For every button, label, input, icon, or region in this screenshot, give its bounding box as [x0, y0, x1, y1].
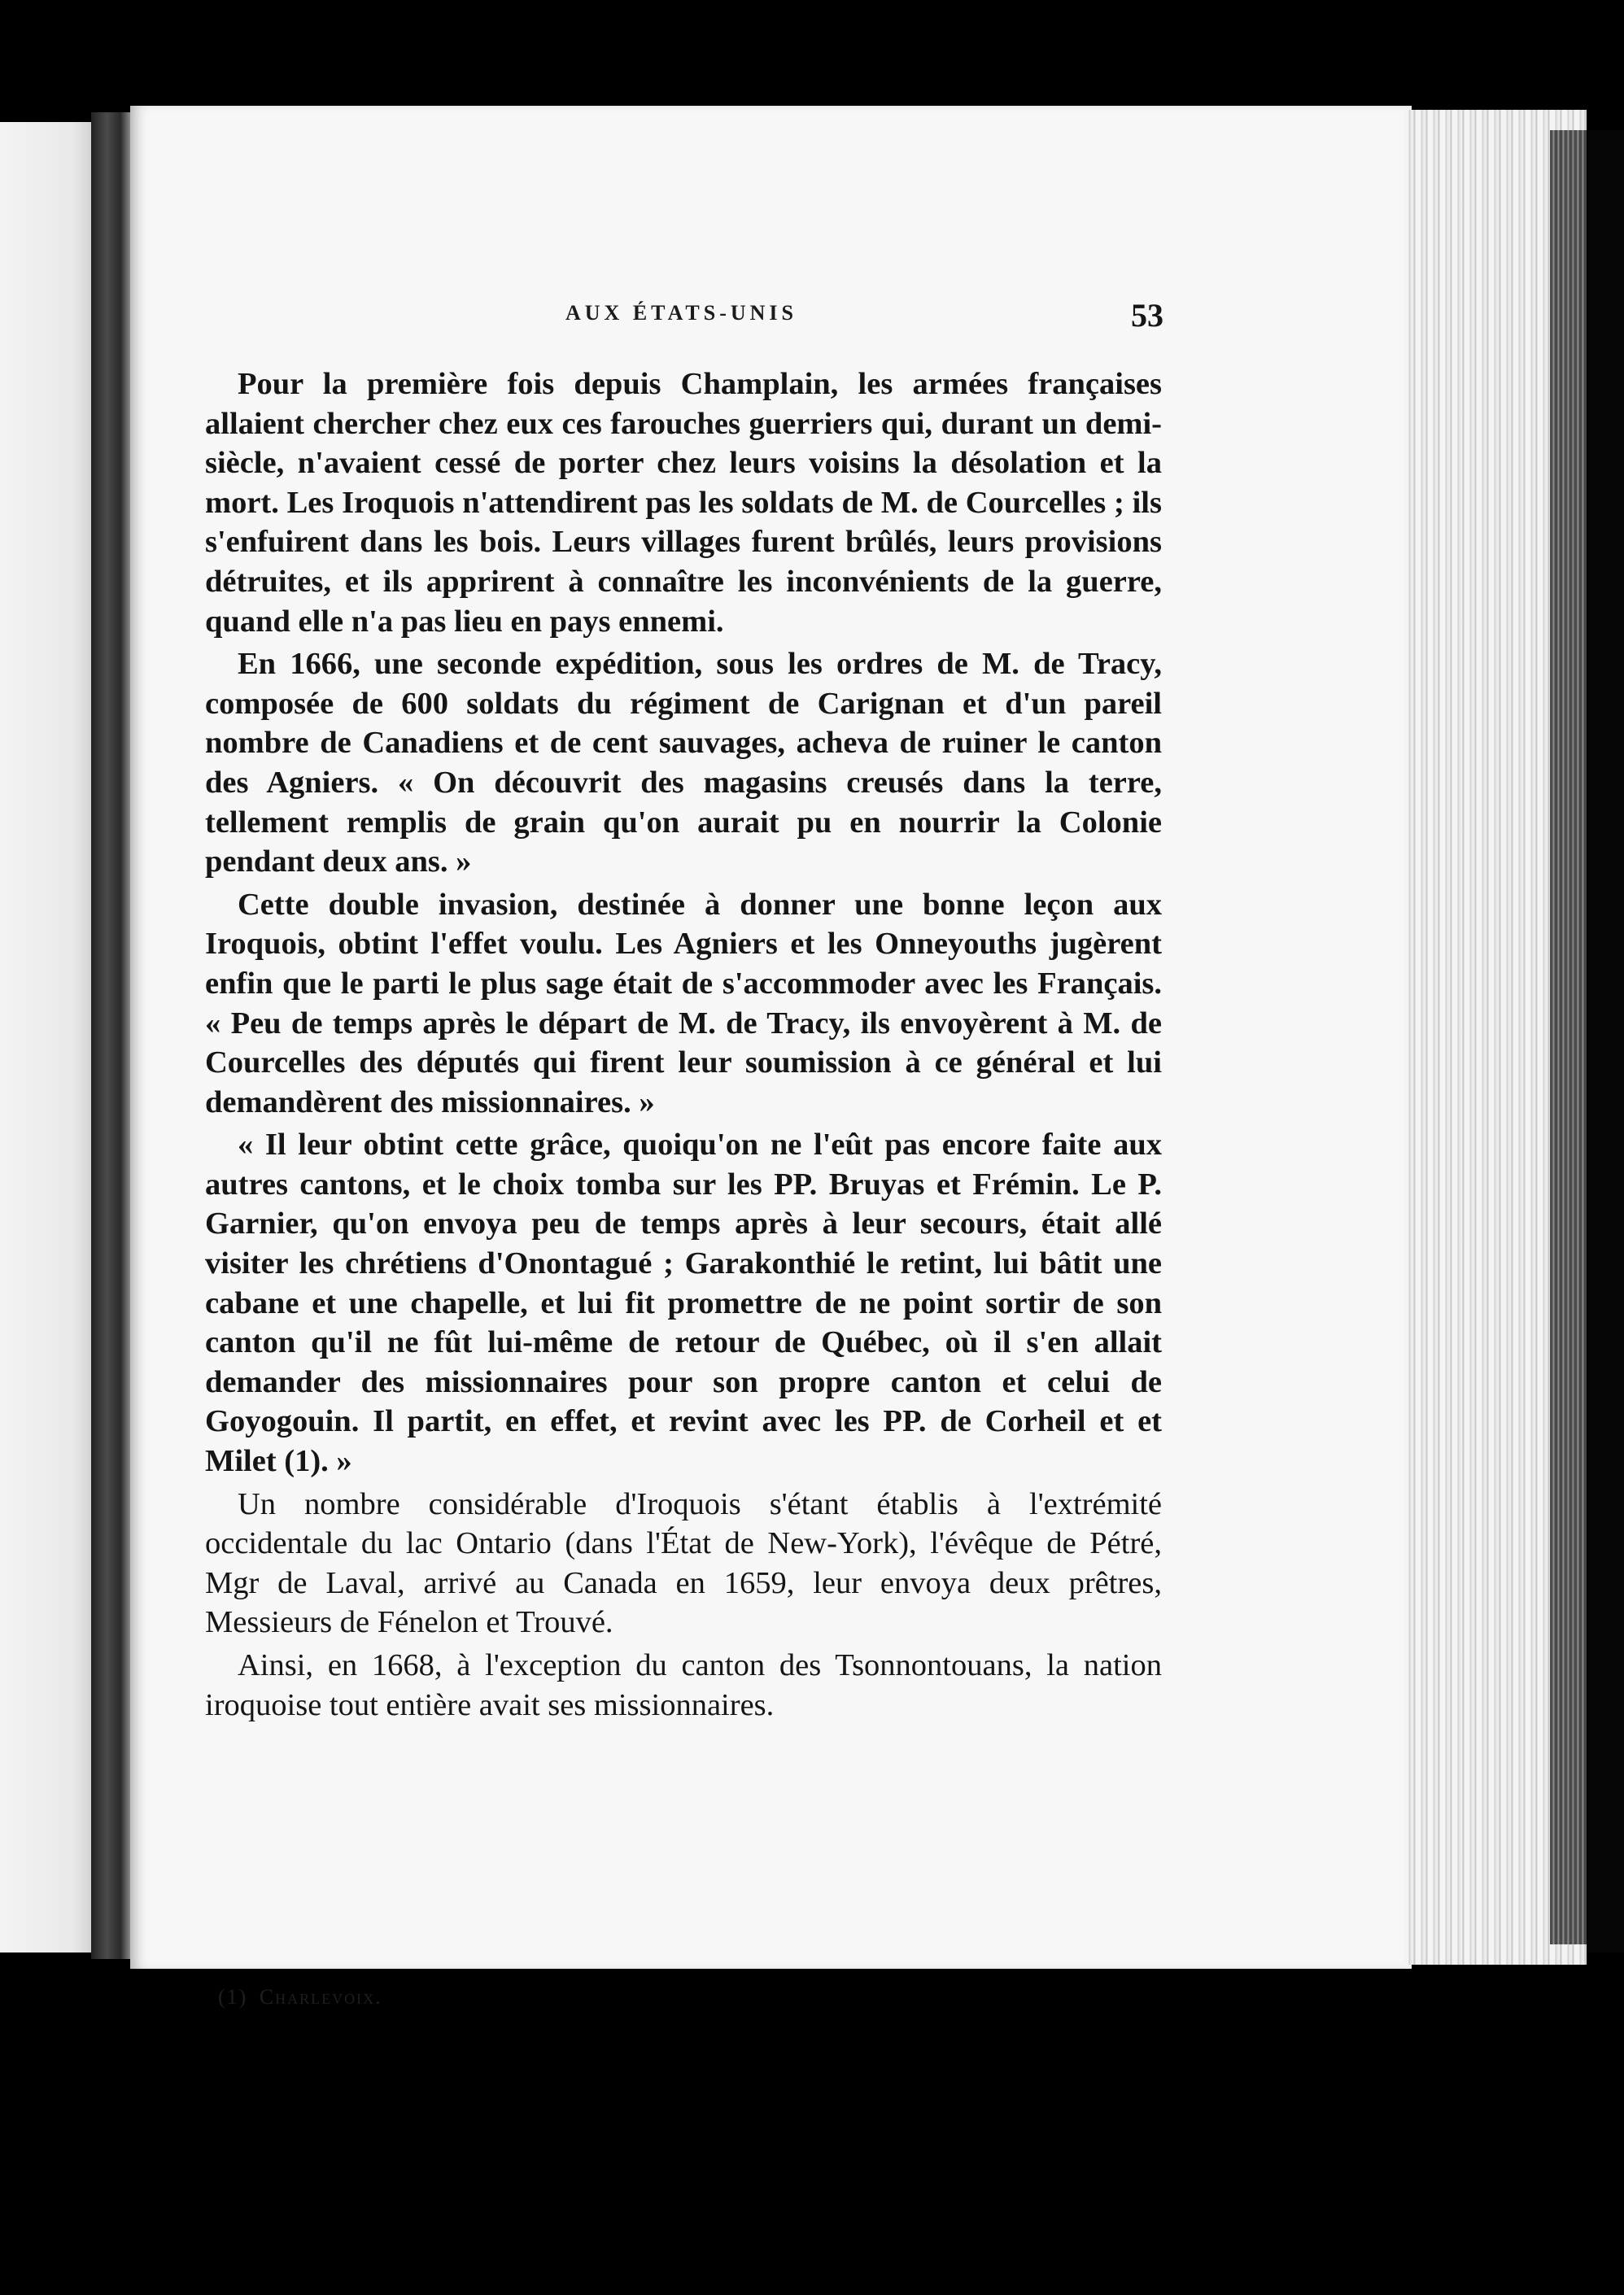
- body-text: [205, 364, 1162, 1725]
- paragraph: « Il leur obtint cette grâce, quoiqu'on ne l'eût pas encore faite aux autres cantons, et le choix tomba sur les PP. Bruyas et Frémin. Le P. Garnier, qu'on envoya peu de temps après à leur secours, était allé visiter les chrétiens d'Onontagué ; Garakonthié le retint, lui bâtit une cabane et une chapelle, et lui fit promettre de ne point sortir de son canton qu'il ne fût lui-même de retour de Québec, où il s'en allait demander des missionnaires pour son propre canton et celui de Goyogouin. Il partit, en effet, et revint avec les PP. de Corheil et et Milet (1). »: [205, 1128, 1162, 1479]
- paragraph: Un nombre considérable d'Iroquois s'étant établis à l'extrémité occidentale du lac Ontario (dans l'État de New-York), l'évêque de Pétré, Mgr de Laval, arrivé au Canada en 1659, leur envoya deux prêtres, Messieurs de Fénelon et Trouvé.: [205, 1486, 1162, 1640]
- book-gutter: [91, 112, 130, 1959]
- footnote-text: Charlevoix.: [259, 1985, 382, 2009]
- footnote: [218, 1985, 706, 2009]
- footnote-number: (1): [218, 1985, 248, 2009]
- page-stack-shadow: [1550, 130, 1587, 1944]
- paragraph: En 1666, une seconde expédition, sous les ordres de M. de Tracy, composée de 600 soldats du régiment de Carignan et d'un pareil nombre de Canadiens et de cent sauvages, acheva de ruiner le canton des Agniers. « On découvrit des magasins creusés dans la terre, tellement remplis de grain qu'on aurait pu en nourrir la Colonie pendant deux ans. »: [205, 647, 1162, 879]
- paragraph: Pour la première fois depuis Champlain, les armées françaises allaient chercher chez eux ces farouches guerriers qui, durant un demi-siècle, n'avaient cessé de porter chez leurs voisins la désolation et la mort. Les Iroquois n'attendirent pas les soldats de M. de Courcelles ; ils s'enfuirent dans les bois. Leurs villages furent brûlés, leurs provisions détruites, et ils apprirent à connaître les inconvénients de la guerre, quand elle n'a pas lieu en pays ennemi.: [205, 367, 1162, 639]
- page-number: 53: [1131, 297, 1163, 334]
- scan-border: [1587, 130, 1624, 1952]
- page-header: [199, 298, 1163, 334]
- paragraph: Cette double invasion, destinée à donner une bonne leçon aux Iroquois, obtint l'effet voulu. Les Agniers et les Onneyouths jugèrent enfin que le parti le plus sage était de s'accommoder avec les Français. « Peu de temps après le départ de M. de Tracy, ils envoyèrent à M. de Courcelles des députés qui firent leur soumission à ce général et lui demandèrent des missionnaires. »: [205, 887, 1162, 1119]
- running-title: AUX ÉTATS-UNIS: [565, 301, 798, 325]
- paragraph: Ainsi, en 1668, à l'exception du canton des Tsonnontouans, la nation iroquoise tout entière avait ses missionnaires.: [205, 1648, 1162, 1722]
